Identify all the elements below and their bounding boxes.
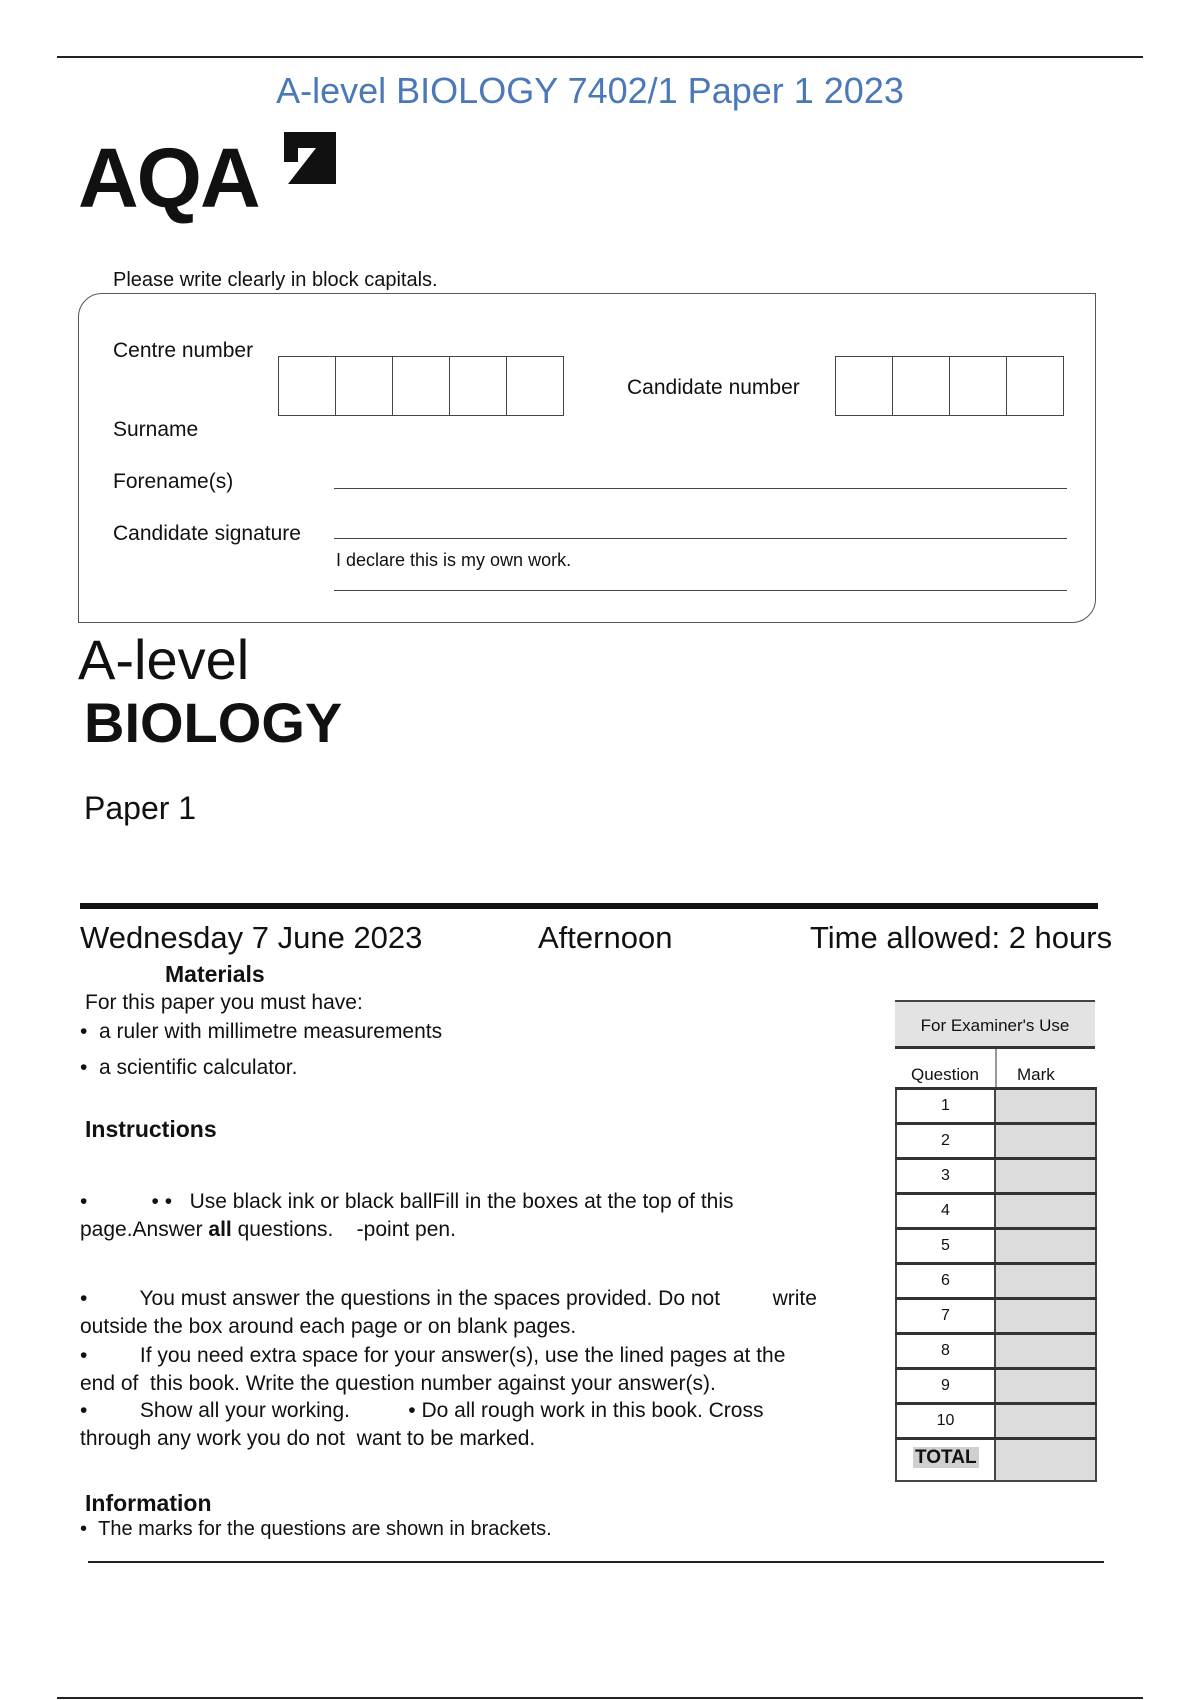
instruction-text: • • Use black ink or black ballFill in the boxes at the top of this [151, 1190, 734, 1213]
declaration-line [334, 590, 1067, 591]
instruction-text: page.Answer [80, 1218, 209, 1241]
information-heading: Information [85, 1490, 212, 1516]
question-column-header: Question [895, 1049, 997, 1087]
instruction-emphasis: all [208, 1218, 232, 1241]
time-allowed: Time allowed: 2 hours [810, 920, 1113, 955]
total-row [895, 1440, 1097, 1482]
question-number: 2 [895, 1125, 996, 1157]
table-row [895, 1090, 1097, 1125]
instructions-paragraph-2 [80, 1285, 900, 1341]
materials-item [80, 1056, 297, 1080]
question-number: 5 [895, 1230, 996, 1262]
page-bottom-rule [57, 1697, 1143, 1699]
total-label [895, 1440, 996, 1480]
candidate-details-box [78, 293, 1096, 623]
exam-date: Wednesday 7 June 2023 [80, 920, 423, 955]
information-item [80, 1518, 552, 1541]
instruction-text: • If you need extra space for your answer(s), use the lined pages at the [80, 1344, 786, 1367]
total-label-text: TOTAL [915, 1447, 977, 1468]
information-item-text: The marks for the questions are shown in brackets. [98, 1518, 552, 1540]
centre-number-digit[interactable] [279, 357, 336, 415]
instruction-text: • Show all your working. • Do all rough work in this book. Cross [80, 1399, 764, 1422]
centre-number-label: Centre number [113, 339, 254, 362]
surname-label: Surname [113, 418, 199, 441]
instructions-paragraph-4 [80, 1397, 900, 1453]
materials-intro: For this paper you must have: [85, 991, 363, 1014]
table-row [895, 1195, 1097, 1230]
instructions-paragraph-1 [80, 1188, 880, 1244]
exam-session: Afternoon [538, 920, 673, 955]
table-row [895, 1370, 1097, 1405]
table-row [895, 1335, 1097, 1370]
examiner-use-table [895, 1000, 1097, 1482]
aqa-logo-text: AQA [78, 131, 259, 225]
question-number: 4 [895, 1195, 996, 1227]
declaration-text: I declare this is my own work. [336, 550, 572, 570]
question-number: 8 [895, 1335, 996, 1367]
instruction-text: end of this book. Write the question number against your answer(s). [80, 1372, 716, 1395]
table-row [895, 1230, 1097, 1265]
examiner-table-heading: For Examiner's Use [895, 1000, 1095, 1049]
top-rule [57, 56, 1143, 58]
mark-cell [996, 1230, 1097, 1262]
instruction-text: • You must answer the questions in the spaces provided. Do not write [80, 1287, 817, 1310]
centre-number-digit[interactable] [393, 357, 450, 415]
examiner-table-columns [895, 1049, 1097, 1090]
bottom-content-rule [88, 1561, 1104, 1563]
materials-item [80, 1020, 442, 1044]
forename-label: Forename(s) [113, 470, 234, 493]
aqa-mark-icon [278, 128, 340, 190]
mark-cell [996, 1265, 1097, 1297]
instruction-text: through any work you do not want to be marked. [80, 1427, 536, 1450]
section-divider [80, 903, 1098, 909]
signature-label: Candidate signature [113, 522, 301, 545]
question-number: 3 [895, 1160, 996, 1192]
mark-column-header: Mark [1017, 1065, 1055, 1084]
candidate-number-digit[interactable] [950, 357, 1007, 415]
question-number: 1 [895, 1090, 996, 1122]
mark-cell [996, 1335, 1097, 1367]
centre-number-digit[interactable] [336, 357, 393, 415]
subject-title: BIOLOGY [84, 691, 343, 754]
materials-item-text: a scientific calculator. [99, 1056, 298, 1079]
aqa-logo [78, 128, 358, 228]
candidate-number-boxes[interactable] [835, 356, 1064, 416]
materials-item-text: a ruler with millimetre measurements [99, 1020, 443, 1043]
question-number: 9 [895, 1370, 996, 1402]
centre-number-boxes[interactable] [278, 356, 564, 416]
centre-number-digit[interactable] [507, 357, 563, 415]
mark-cell [996, 1160, 1097, 1192]
centre-number-digit[interactable] [450, 357, 507, 415]
table-row [895, 1265, 1097, 1300]
paper-number: Paper 1 [84, 790, 197, 826]
signature-line[interactable] [334, 538, 1067, 539]
materials-heading: Materials [165, 961, 265, 987]
instructions-paragraph-3 [80, 1342, 900, 1398]
table-row [895, 1300, 1097, 1335]
block-capitals-prompt: Please write clearly in block capitals. [113, 269, 438, 291]
qualification-level: A-level [78, 628, 250, 691]
mark-cell [996, 1370, 1097, 1402]
question-number: 6 [895, 1265, 996, 1297]
bullet: • [80, 1190, 88, 1213]
mark-cell [996, 1195, 1097, 1227]
forename-line[interactable] [334, 488, 1067, 489]
bullet: • [80, 1518, 99, 1540]
table-row [895, 1160, 1097, 1195]
bullet: • [80, 1020, 100, 1043]
candidate-number-digit[interactable] [1007, 357, 1063, 415]
question-number: 10 [895, 1405, 996, 1437]
bullet: • [80, 1056, 100, 1079]
candidate-number-label: Candidate number [627, 376, 800, 399]
mark-cell [996, 1405, 1097, 1437]
instruction-text: questions. -point pen. [231, 1218, 456, 1241]
mark-cell [996, 1125, 1097, 1157]
instruction-text: outside the box around each page or on blank pages. [80, 1315, 577, 1338]
candidate-number-digit[interactable] [893, 357, 950, 415]
candidate-number-digit[interactable] [836, 357, 893, 415]
document-title: A-level BIOLOGY 7402/1 Paper 1 2023 [276, 70, 904, 111]
table-row [895, 1125, 1097, 1160]
instructions-heading: Instructions [85, 1116, 217, 1142]
table-row [895, 1405, 1097, 1440]
total-mark-cell [996, 1440, 1097, 1480]
mark-cell [996, 1090, 1097, 1122]
question-number: 7 [895, 1300, 996, 1332]
mark-cell [996, 1300, 1097, 1332]
